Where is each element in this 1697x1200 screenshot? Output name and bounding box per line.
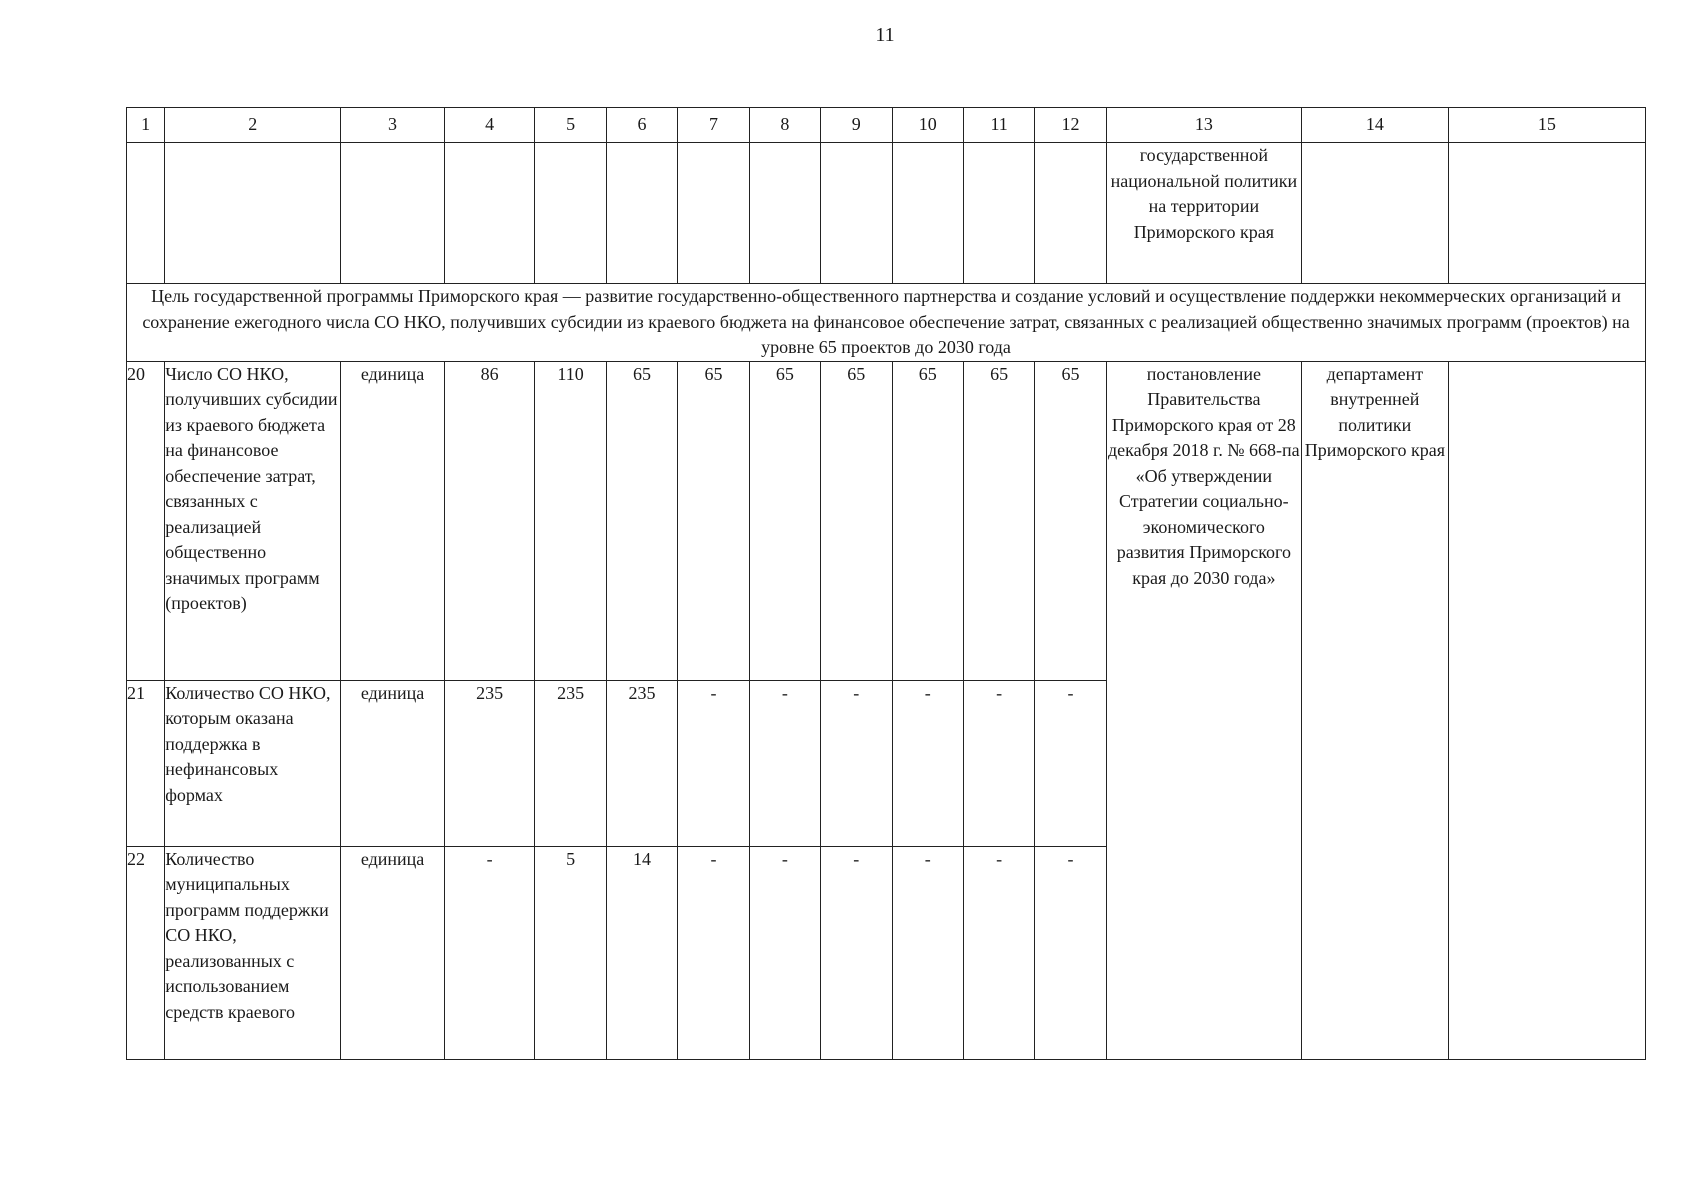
indicator-name: Количество СО НКО, которым оказана поддержка в нефинансовых формах [165,680,341,846]
value-cell: - [1035,680,1106,846]
goal-row [127,284,1646,362]
column-header: 5 [535,108,606,143]
empty-cell [165,143,341,284]
value-cell: 65 [892,361,963,680]
value-cell: 235 [535,680,606,846]
value-cell: 65 [963,361,1034,680]
table-row [127,361,1646,680]
column-header: 10 [892,108,963,143]
value-cell: 65 [1035,361,1106,680]
column-header-row [127,108,1646,143]
source-document-cell: постановление Правительства Приморского края от 28 декабря 2018 г. № 668-па «Об утверждении Стратегии социально-экономического развития Приморского края до 2030 года» [1106,361,1301,1059]
empty-cell [1035,143,1106,284]
empty-cell [1448,143,1645,284]
unit-cell: единица [341,846,445,1059]
empty-cell [892,143,963,284]
program-goal-text: Цель государственной программы Приморского края — развитие государственно-общественного партнерства и создание условий и осуществление поддержки некоммерческих организаций и сохранение ежегодного числа СО НКО, получивших субсидии из краевого бюджета на финансовое обеспечение затрат, связанных с реализацией общественно значимых программ (проектов) на уровне 65 проектов до 2030 года [127,284,1646,362]
row-number: 20 [127,361,165,680]
empty-cell [1301,143,1448,284]
column-header: 14 [1301,108,1448,143]
column-header: 2 [165,108,341,143]
value-cell: - [749,680,820,846]
column-header: 13 [1106,108,1301,143]
value-cell: 65 [749,361,820,680]
row-number: 22 [127,846,165,1059]
continuation-row [127,143,1646,284]
column-header: 15 [1448,108,1645,143]
unit-cell: единица [341,361,445,680]
value-cell: 65 [606,361,677,680]
unit-cell: единица [341,680,445,846]
column-header: 4 [444,108,535,143]
value-cell: - [444,846,535,1059]
value-cell: 65 [821,361,892,680]
value-cell: - [963,846,1034,1059]
empty-cell [127,143,165,284]
responsible-department-cell: департамент внутренней политики Приморского края [1301,361,1448,1059]
value-cell: - [892,680,963,846]
value-cell: 235 [444,680,535,846]
column-header: 7 [678,108,749,143]
empty-cell [1448,361,1645,1059]
value-cell: - [821,846,892,1059]
empty-cell [535,143,606,284]
value-cell: 14 [606,846,677,1059]
indicators-table [126,107,1646,1060]
value-cell: 235 [606,680,677,846]
indicator-name: Количество муниципальных программ поддержки СО НКО, реализованных с использованием средств краевого [165,846,341,1059]
column-header: 12 [1035,108,1106,143]
value-cell: 86 [444,361,535,680]
empty-cell [606,143,677,284]
value-cell: 65 [678,361,749,680]
empty-cell [821,143,892,284]
column-header: 11 [963,108,1034,143]
value-cell: - [892,846,963,1059]
page-number: 11 [875,24,895,46]
value-cell: - [678,680,749,846]
empty-cell [444,143,535,284]
value-cell: 5 [535,846,606,1059]
column-header: 6 [606,108,677,143]
continued-document-text: государственной национальной политики на территории Приморского края [1106,143,1301,284]
value-cell: - [1035,846,1106,1059]
value-cell: - [821,680,892,846]
empty-cell [341,143,445,284]
column-header: 8 [749,108,820,143]
empty-cell [678,143,749,284]
value-cell: - [963,680,1034,846]
column-header: 3 [341,108,445,143]
value-cell: - [749,846,820,1059]
value-cell: 110 [535,361,606,680]
column-header: 9 [821,108,892,143]
empty-cell [963,143,1034,284]
column-header: 1 [127,108,165,143]
empty-cell [749,143,820,284]
row-number: 21 [127,680,165,846]
value-cell: - [678,846,749,1059]
indicator-name: Число СО НКО, получивших субсидии из краевого бюджета на финансовое обеспечение затрат, связанных с реализацией общественно значимых программ (проектов) [165,361,341,680]
